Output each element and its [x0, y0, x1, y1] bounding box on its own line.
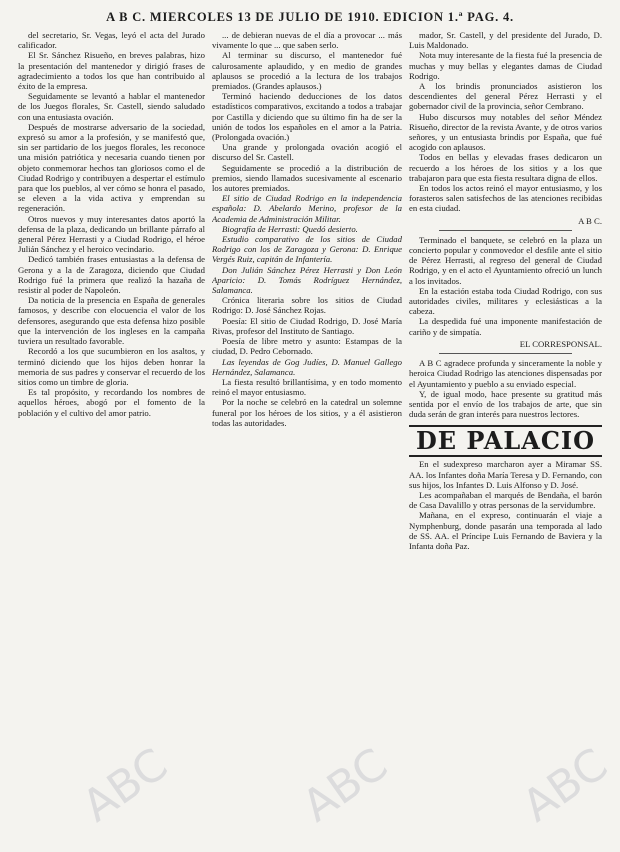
paragraph: Les acompañaban el marqués de Bendaña, el barón de Casa Davalillo y otras personas de la servidumbre.	[409, 489, 602, 511]
paragraph: La fiesta resultó brillantísima, y en todo momento reinó el mayor entusiasmo.	[212, 376, 402, 398]
paragraph: Al terminar su discurso, el mantenedor fué calurosamente aplaudido, y en medio de grandes aplausos se procedió a la lectura de los trabajos premiados. (Grandes aplausos.)	[212, 50, 402, 92]
prize-entry: Las leyendas de Gog Judíes, D. Manuel Gallego Hernández, Salamanca.	[212, 356, 402, 377]
paragraph: En la estación estaba toda Ciudad Rodrigo, con sus autoridades civiles, militares y eclesiásticas a la cabeza.	[409, 285, 602, 317]
paragraph: Seguidamente se levantó a hablar el mantenedor de los Juegos florales, Sr. Castell, siendo saludado con una entusiasta ovación.	[18, 91, 205, 122]
watermark-stamp: ABC	[513, 738, 617, 833]
paragraph: Terminó haciendo deducciones de los datos estadísticos comparativos, excitando a todos a trabajar por Castilla y diciendo que su último fin ha de ser la unión de todos los españoles en el amor a la Patria. (Prolongada ovación.)	[212, 91, 402, 143]
paragraph: ... de debieran nuevas de el día a provocar ... más vivamente lo que ... que saben serlo.	[212, 30, 402, 51]
paragraph: En el sudexpreso marcharon ayer a Miramar SS. AA. los Infantes doña María Teresa y D. Fernando, con sus hijos, los Infantes D. Luis Alfonso y D. José.	[409, 459, 602, 490]
paragraph: Todos en bellas y elevadas frases dedicaron un recuerdo a los héroes de los sitios y a los que trabajaron para que esta fiesta resultara digna de ellos.	[409, 152, 602, 183]
paragraph: A B C agradece profunda y sinceramente la noble y heroica Ciudad Rodrigo las atenciones dispensadas por el Ayuntamiento y pueblo a su enviado especial.	[409, 358, 602, 389]
signature: EL CORRESPONSAL.	[519, 338, 602, 349]
paragraph: Terminado el banquete, se celebró en la plaza un concierto popular y conmovedor el desfile ante el sitio de Pérez Herrasti, al regreso del general de Ciudad Rodrigo, y en el acto el Ayuntamiento ofreció un lunch a los invitados.	[409, 234, 602, 286]
paragraph: Una grande y prolongada ovación acogió el discurso del Sr. Castell.	[212, 142, 402, 163]
page-header: A B C. MIERCOLES 13 DE JULIO DE 1910. EDICION 1.ª PAG. 4.	[106, 10, 514, 24]
paragraph: mador, Sr. Castell, y del presidente del Jurado, D. Luis Maldonado.	[409, 30, 602, 51]
prize-entry: El sitio de Ciudad Rodrigo en la independencia española: D. Abelardo Merino, profesor de la Academia de Administración Militar.	[212, 193, 402, 224]
paragraph: Hubo discursos muy notables del señor Méndez Risueño, director de la revista Avante, y de otros varios señores, y un entusiasta brindis por España, que fué acogido con aplausos.	[409, 111, 602, 153]
signature: A B C.	[578, 215, 602, 226]
prize-entry: Estudio comparativo de los sitios de Ciudad Rodrigo con los de Zaragoza y Gerona: D. Enrique Vergés Ruiz, capitán de Infantería.	[212, 234, 402, 265]
column-2	[212, 30, 402, 848]
column-1	[18, 30, 205, 848]
paragraph: Después de mostrarse adversario de la sociedad, expresó su amor a la profesión, y se manifestó que, sin ser partidario de los juegos florales, les reconoce una misión patriótica y necesaria cuando tienen por objeto conmemorar hechos tan gloriosos como el de Ciudad Rodrigo y contribuyen a despertar el estímulo para que los pueblos, al ver cómo se honra el pasado, se eleven a la vida activa y emprendan su regeneración.	[18, 121, 205, 214]
prize-entry: Crónica literaria sobre los sitios de Ciudad Rodrigo: D. José Sánchez Rojas.	[212, 295, 402, 316]
divider	[439, 353, 572, 354]
watermark-stamp: ABC	[73, 738, 177, 833]
watermark-stamp: ABC	[293, 738, 397, 833]
divider	[439, 230, 572, 231]
prize-entry: Poesía de libre metro y asunto: Estampas de la ciudad, D. Pedro Cebornado.	[212, 336, 402, 357]
paragraph: Da noticia de la presencia en España de generales famosos, y describe con elocuencia el valor de los defensores, asegurando que esta defensa hizo posible que la intervención de los ingleses en la campaña tuviera un resultado favorable.	[18, 295, 205, 347]
prize-entry: Don Julián Sánchez Pérez Herrasti y Don León Aparicio: D. Tomás Rodríguez Hernández, Salamanca.	[212, 264, 402, 296]
section-title: DE PALACIO	[409, 425, 602, 457]
prize-entry: Biografía de Herrasti: Quedó desierto.	[222, 223, 358, 234]
paragraph: Dedicó también frases entusiastas a la defensa de Gerona y a la de Zaragoza, diciendo que Ciudad Rodrigo fué la primera que realizó la hazaña de resistir al poder de Napoleón.	[18, 254, 205, 296]
paragraph: Nota muy interesante de la fiesta fué la presencia de muchas y muy bellas y elegantes damas de Ciudad Rodrigo.	[409, 50, 602, 81]
paragraph: del secretario, Sr. Vegas, leyó el acta del Jurado calificador.	[18, 30, 205, 51]
paragraph: Otros nuevos y muy interesantes datos aportó la defensa de la plaza, dedicando un brillante párrafo al general Pérez Herrasti y a Ciudad Rodrigo, el héroe Julián Sánchez y el heroico vecindario.	[18, 213, 205, 255]
paragraph: Por la noche se celebró en la catedral un solemne funeral por los héroes de los sitios, y a él asistieron todas las autoridades.	[212, 397, 402, 428]
paragraph: Recordó a los que sucumbieron en los asaltos, y terminó diciendo que los hijos deben honrar la memoria de sus padres y conservar el recuerdo de los sitios como un timbre de gloria.	[18, 346, 205, 387]
column-3	[409, 30, 602, 848]
paragraph: Y, de igual modo, hace presente su gratitud más sentida por el envío de los trabajos de arte, que sin duda serán de gran interés para nuestros lectores.	[409, 388, 602, 420]
paragraph: Es tal propósito, y recordando los nombres de aquellos héroes, abogó por el fomento de la población y el cultivo del amor patrio.	[18, 387, 205, 418]
paragraph: Mañana, en el expreso, continuarán el viaje a Nymphenburg, donde pasarán una temporada al lado de SS. AA. el Príncipe Luis Fernando de Baviera y la Infanta doña Paz.	[409, 510, 602, 551]
paragraph: La despedida fué una imponente manifestación de cariño y de simpatía.	[409, 316, 602, 337]
prize-entry: Poesía: El sitio de Ciudad Rodrigo, D. José María Rivas, profesor del Instituto de Santiago.	[212, 315, 402, 336]
paragraph: Seguidamente se procedió a la distribución de premios, siendo llamados sucesivamente al escenario los autores premiados.	[212, 162, 402, 194]
paragraph: En todos los actos reinó el mayor entusiasmo, y los forasteros salen satisfechos de las atenciones recibidas en esta ciudad.	[409, 183, 602, 214]
paragraph: A los brindis pronunciados asistieron los descendientes del general Pérez Herrasti y el gobernador civil de la provincia, señor Cembrano.	[409, 81, 602, 112]
paragraph: El Sr. Sánchez Risueño, en breves palabras, hizo la presentación del mantenedor y dirigió frases de agradecimiento a todos los que han contribuido al éxito de la empresa.	[18, 50, 205, 92]
